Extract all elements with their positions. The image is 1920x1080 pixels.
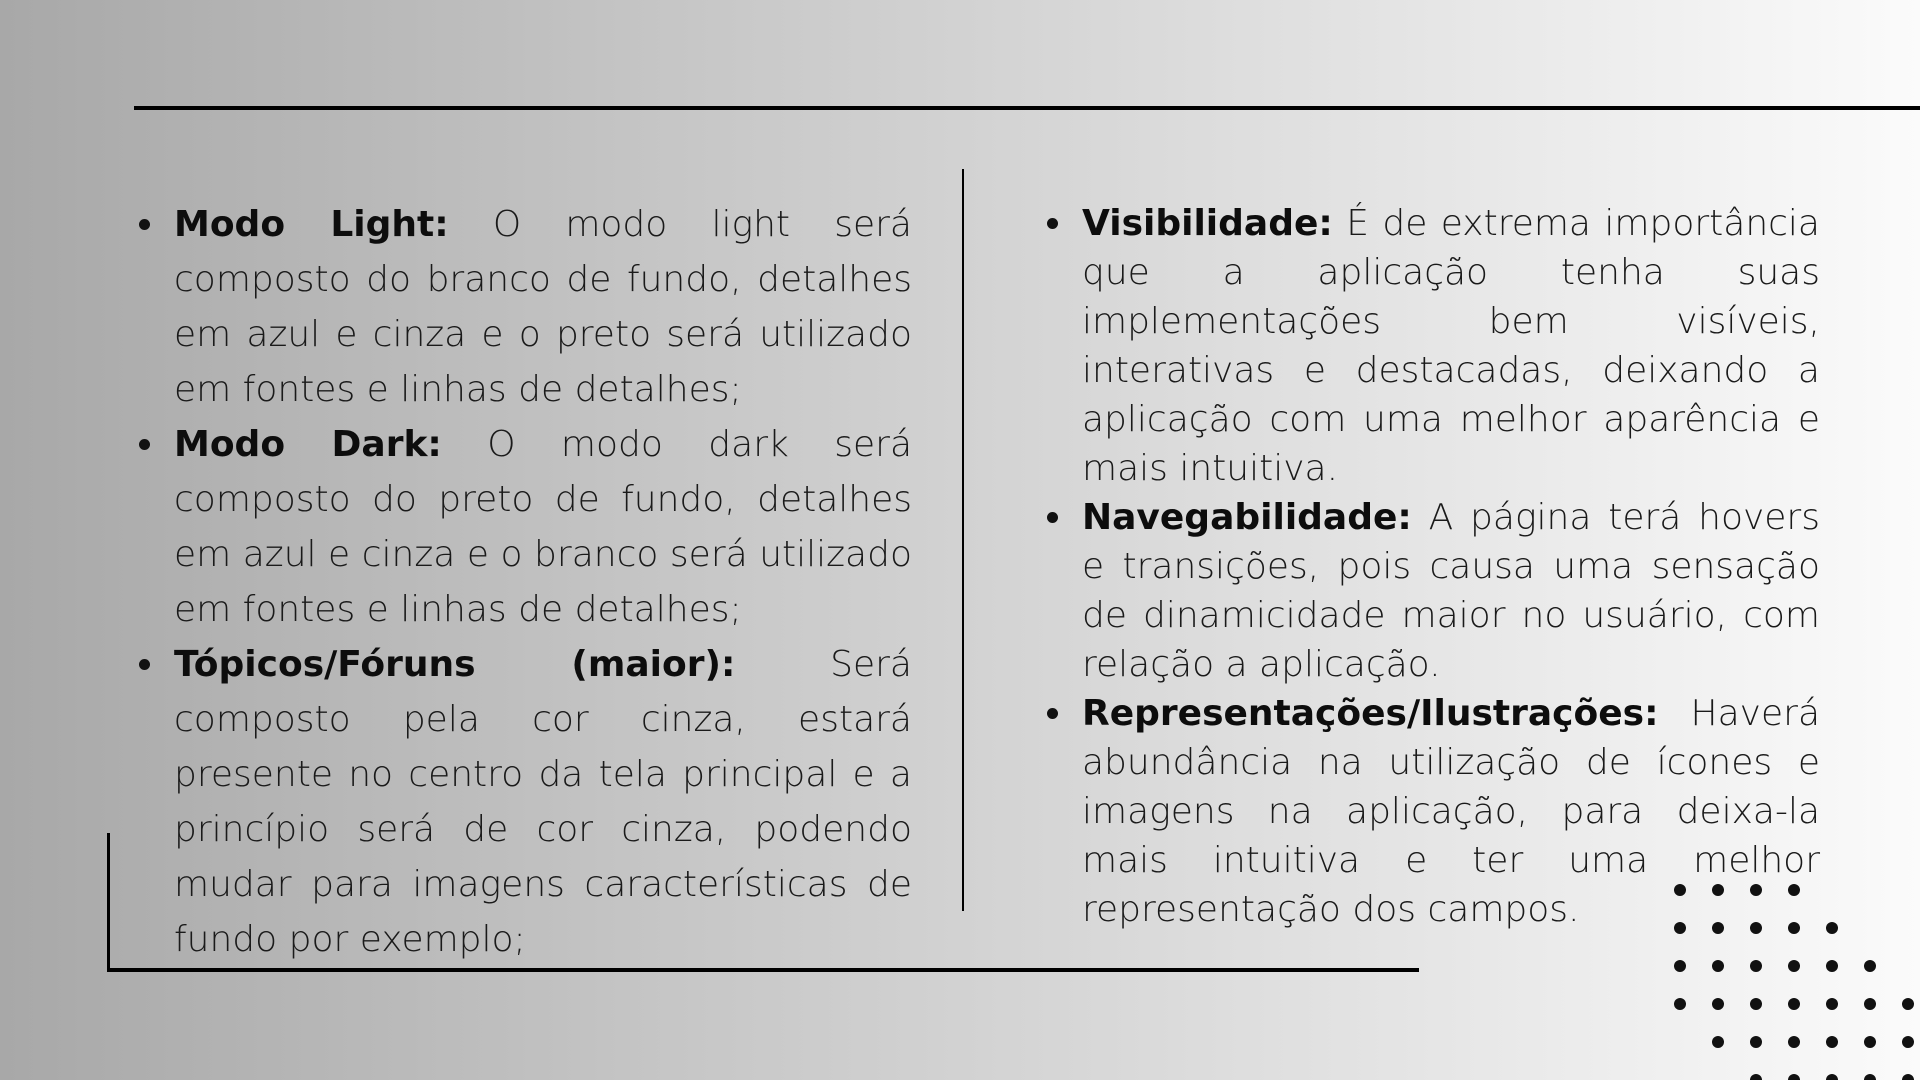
- bullet-text: A página terá hovers e transições, pois causa uma sensação de dinamicidade maior no usuário, com relação a aplicação.: [1082, 497, 1820, 685]
- decorative-dot: [1712, 922, 1724, 934]
- bullet-text: O modo dark será composto do preto de fundo, detalhes em azul e cinza e o branco será utilizado em fontes e linhas de detalhes;: [174, 424, 913, 630]
- right-column: [1082, 199, 1820, 934]
- decorative-dot: [1712, 1036, 1724, 1048]
- decorative-dot: [1750, 884, 1762, 896]
- decorative-dot: [1674, 884, 1686, 896]
- decorative-dot: [1712, 998, 1724, 1010]
- decorative-dot: [1788, 922, 1800, 934]
- bullet-title: Navegabilidade:: [1082, 497, 1412, 538]
- decorative-dot: [1902, 1074, 1914, 1080]
- left-bullet-list: [174, 197, 912, 967]
- decorative-dot-grid: [1670, 880, 1920, 1080]
- decorative-dot: [1826, 998, 1838, 1010]
- bullet-title: Modo Dark:: [174, 424, 442, 465]
- bullet-title: Representações/Ilustrações:: [1082, 693, 1659, 734]
- decorative-dot: [1864, 998, 1876, 1010]
- decorative-dot: [1826, 1036, 1838, 1048]
- decorative-dot: [1750, 960, 1762, 972]
- decorative-dot: [1788, 884, 1800, 896]
- decorative-dot: [1826, 922, 1838, 934]
- column-divider: [962, 169, 964, 911]
- decorative-dot: [1750, 1074, 1762, 1080]
- bullet-text: É de extrema importância que a aplicação tenha suas implementações bem visíveis, interativas e destacadas, deixando a aplicação com uma melhor aparência e mais intuitiva.: [1082, 203, 1820, 489]
- decorative-dot: [1788, 960, 1800, 972]
- bullet-title: Visibilidade:: [1082, 203, 1333, 244]
- decorative-dot: [1902, 998, 1914, 1010]
- decorative-dot: [1712, 884, 1724, 896]
- decorative-dot: [1864, 1074, 1876, 1080]
- bullet-modo-light: [174, 197, 912, 417]
- bullet-title: Modo Light:: [174, 204, 449, 245]
- left-column: [174, 197, 912, 967]
- decorative-dot: [1826, 1074, 1838, 1080]
- bullet-text: Será composto pela cor cinza, estará presente no centro da tela principal e a princípio será de cor cinza, podendo mudar para imagens características de fundo por exemplo;: [174, 644, 912, 960]
- frame-bottom-edge: [107, 968, 1419, 972]
- decorative-dot: [1674, 998, 1686, 1010]
- bullet-title: Tópicos/Fóruns (maior):: [174, 644, 736, 685]
- bullet-topicos-foruns: [174, 637, 912, 967]
- decorative-dot: [1826, 960, 1838, 972]
- decorative-dot: [1750, 922, 1762, 934]
- bullet-visibilidade: [1082, 199, 1820, 493]
- right-bullet-list: [1082, 199, 1820, 934]
- decorative-dot: [1864, 960, 1876, 972]
- bullet-modo-dark: [174, 417, 912, 637]
- decorative-dot: [1674, 960, 1686, 972]
- decorative-dot: [1788, 1036, 1800, 1048]
- top-rule: [134, 106, 1920, 110]
- decorative-dot: [1750, 1036, 1762, 1048]
- bullet-text: Haverá abundância na utilização de ícones e imagens na aplicação, para deixa-la mais intuitiva e ter uma melhor representação dos campos.: [1082, 693, 1820, 930]
- frame-left-edge: [107, 833, 110, 971]
- decorative-dot: [1674, 922, 1686, 934]
- decorative-dot: [1788, 1074, 1800, 1080]
- decorative-dot: [1788, 998, 1800, 1010]
- decorative-dot: [1750, 998, 1762, 1010]
- decorative-dot: [1864, 1036, 1876, 1048]
- decorative-dot: [1902, 1036, 1914, 1048]
- decorative-dot: [1712, 960, 1724, 972]
- bullet-navegabilidade: [1082, 493, 1820, 689]
- bullet-text: O modo light será composto do branco de fundo, detalhes em azul e cinza e o preto será utilizado em fontes e linhas de detalhes;: [174, 204, 912, 410]
